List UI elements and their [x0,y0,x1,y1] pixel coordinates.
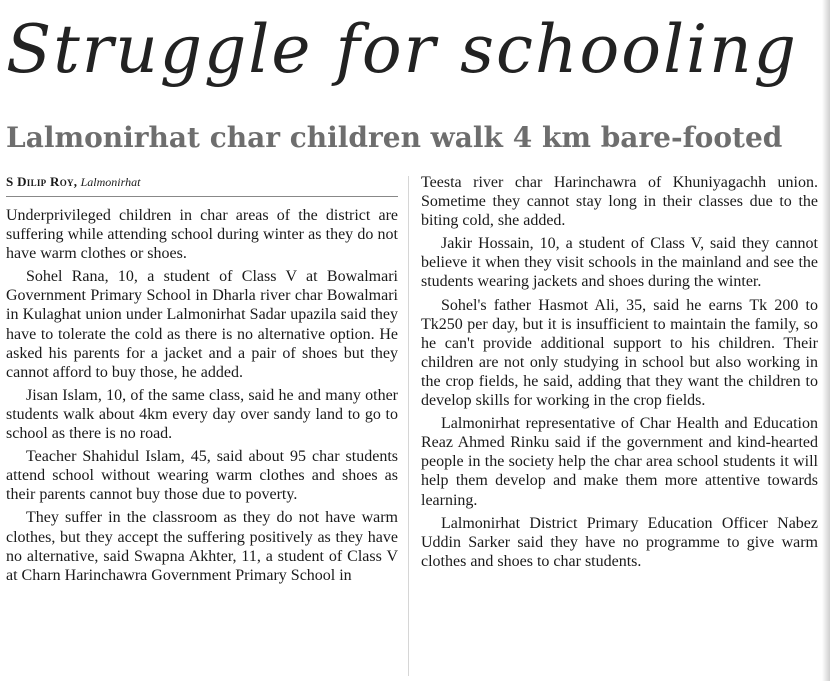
byline-author: S Dilip Roy, [6,174,78,189]
paragraph: Lalmonirhat District Primary Education Officer Nabez Uddin Sarker said they have no programme to give warm clothes and shoes to char students. [421,514,818,570]
paragraph: Jakir Hossain, 10, a student of Class V, said they cannot believe it when they visit schools in the mainland and see the students wearing jackets and shoes during the winter. [421,235,818,291]
article-column-right [421,173,818,571]
paragraph: Jisan Islam, 10, of the same class, said he and many other students walk about 4km every day over sandy land to go to school as there is no road. [6,386,398,443]
paragraph: Sohel's father Hasmot Ali, 35, said he earns Tk 200 to Tk250 per day, but it is insufficient to maintain the family, so he can't provide additional support to his children. Their children are not only studying in school but also working in the crop fields, he said, adding that they want the children to develop skills for working in the crop fields. [421,296,818,410]
paragraph: They suffer in the classroom as they do not have warm clothes, but they accept the suffering positively as they have no alternative, said Swapna Akhter, 11, a student of Class V at Charn Harinchawra Government Primary School in [6,509,398,584]
byline [6,173,398,197]
paragraph: Teacher Shahidul Islam, 45, said about 95 char students attend school without wearing warm clothes and shoes as their parents cannot buy those due to poverty. [6,448,398,504]
paragraph: Underprivileged children in char areas of the district are suffering while attending school during winter as they do not have warm clothes or shoes. [6,207,398,263]
byline-location: Lalmonirhat [80,175,141,189]
page-edge-shadow [822,0,830,681]
subheadline: Lalmonirhat char children walk 4 km bare-footed [6,121,783,154]
headline: Struggle for schooling [6,11,798,88]
column-divider [408,176,409,676]
paragraph: Lalmonirhat representative of Char Health and Education Reaz Ahmed Rinku said if the government and kind-hearted people in the society help the char area school students it will help them develop and make them more attentive towards learning. [421,415,818,509]
paragraph: Teesta river char Harinchawra of Khuniyagachh union. Sometime they cannot stay long in their classes due to the biting cold, she added. [421,174,818,230]
paragraph: Sohel Rana, 10, a student of Class V at Bowalmari Government Primary School in Dharla river char Bowalmari in Kulaghat union under Lalmonirhat Sadar upazila said they have to tolerate the cold as there is no alternative option. He asked his parents for a jacket and a pair of shoes but they cannot afford to buy those, he added. [6,268,398,381]
article-column-left [6,206,398,585]
